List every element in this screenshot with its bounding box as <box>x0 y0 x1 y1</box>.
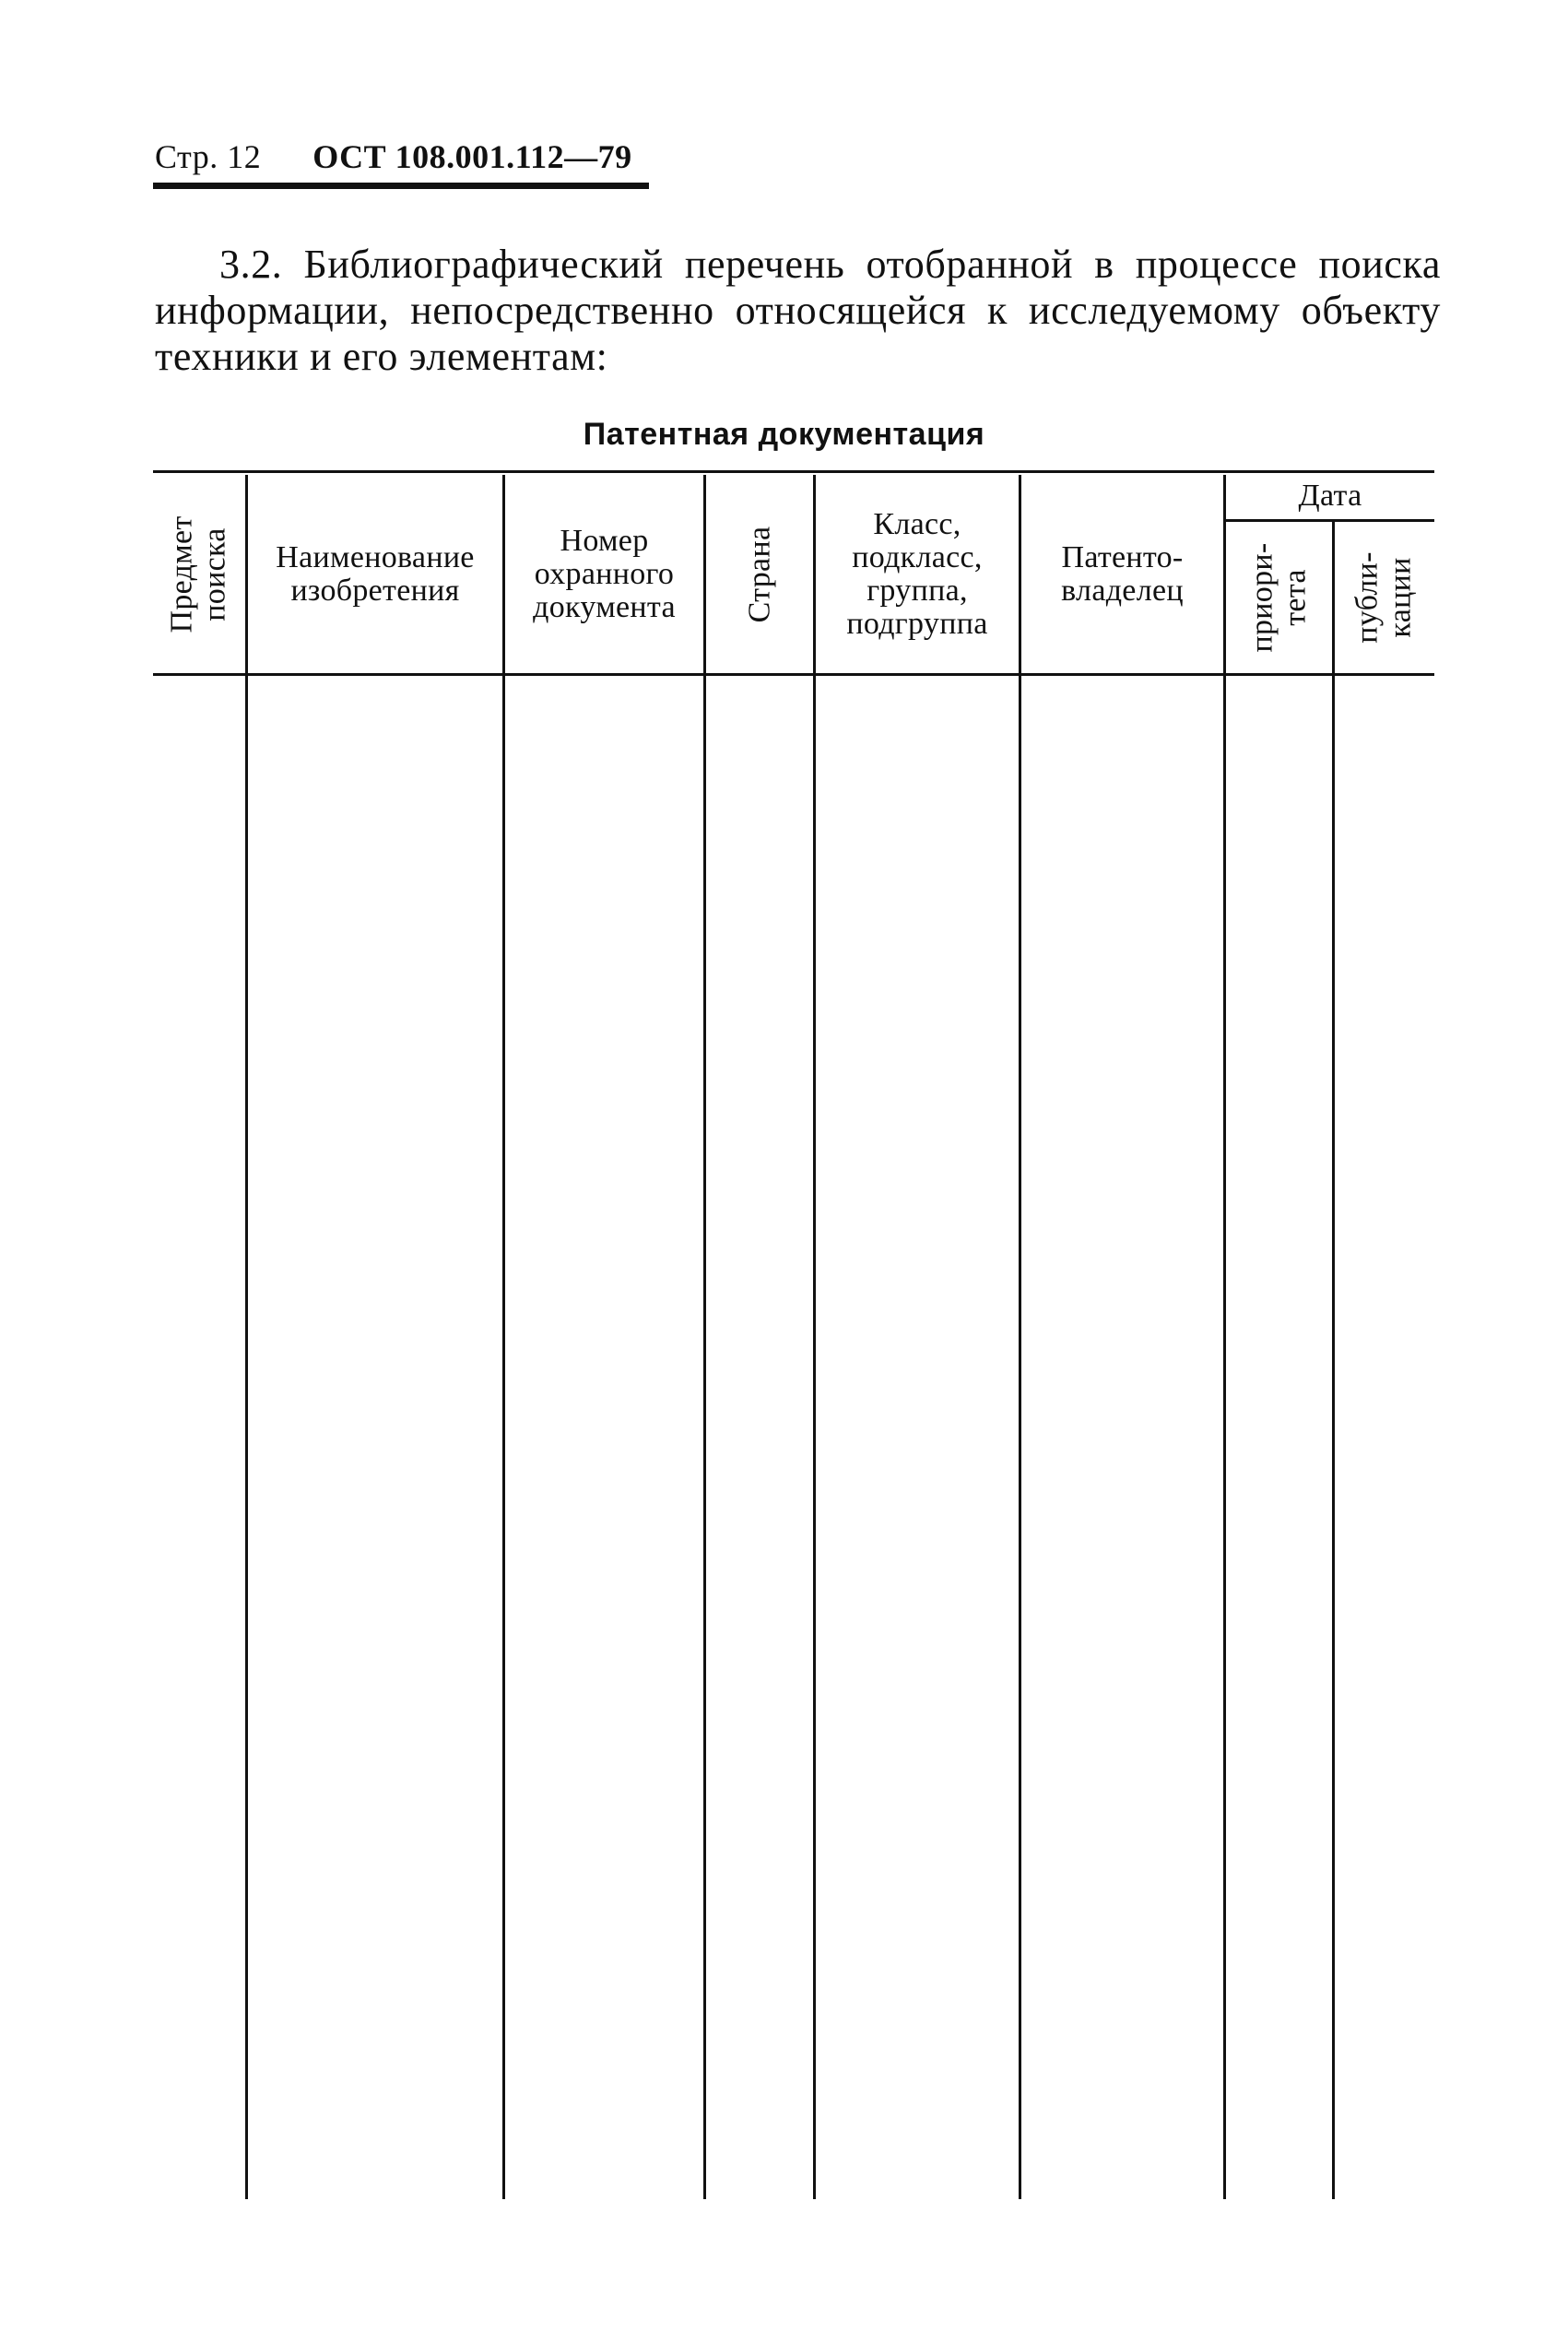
col-sep-2 <box>502 475 505 2199</box>
priority-line-1: приори- <box>1244 542 1279 653</box>
section-paragraph <box>155 242 1441 380</box>
page-number: Стр. 12 <box>155 138 262 175</box>
paragraph-text: Библиографический перечень отобранной в процессе поиска информации, непосредственно относящейся к исследуемому объекту техники и его элементам: <box>155 242 1441 379</box>
col-header-priority <box>1226 522 1332 673</box>
col-header-name <box>248 475 502 673</box>
doc-number-line-3: документа <box>533 589 676 624</box>
owner-line-2: владелец <box>1061 573 1184 608</box>
paragraph-number: 3.2. <box>219 242 283 287</box>
col-header-date <box>1226 473 1434 519</box>
doc-number-line-1: Номер <box>560 523 649 558</box>
subject-line-2: поиска <box>198 527 232 621</box>
col-header-subject <box>153 475 245 673</box>
country-label: Страна <box>742 526 776 622</box>
col-sep-6 <box>1223 475 1226 2199</box>
col-header-publication <box>1335 522 1434 673</box>
date-label: Дата <box>1298 479 1362 513</box>
subject-line-1: Предмет <box>165 515 199 633</box>
col-sep-1 <box>245 475 248 2199</box>
doc-number-line-2: охранного <box>534 556 675 591</box>
table-title: Патентная документация <box>583 417 985 452</box>
col-header-class <box>816 475 1019 673</box>
col-sep-4 <box>813 475 816 2199</box>
col-header-owner <box>1021 475 1223 673</box>
name-line-1: Наименование <box>276 539 475 574</box>
standard-code: ОСТ 108.001.112—79 <box>312 138 632 175</box>
class-line-3: группа, <box>867 573 968 608</box>
class-line-4: подгруппа <box>846 606 988 641</box>
col-sep-7 <box>1332 522 1335 2199</box>
publication-line-1: публи- <box>1350 551 1385 644</box>
col-header-doc-number <box>505 475 703 673</box>
publication-line-2: кации <box>1383 557 1418 638</box>
class-line-1: Класс, <box>873 506 961 541</box>
col-sep-3 <box>703 475 706 2199</box>
running-head <box>155 140 632 173</box>
col-sep-5 <box>1019 475 1021 2199</box>
header-bottom-rule <box>153 673 1434 676</box>
owner-line-1: Патенто- <box>1061 539 1184 574</box>
priority-line-2: тета <box>1278 569 1313 626</box>
col-header-country <box>706 475 813 673</box>
class-line-2: подкласс, <box>852 539 983 574</box>
name-line-2: изобретения <box>290 573 460 608</box>
header-rule <box>153 183 649 189</box>
